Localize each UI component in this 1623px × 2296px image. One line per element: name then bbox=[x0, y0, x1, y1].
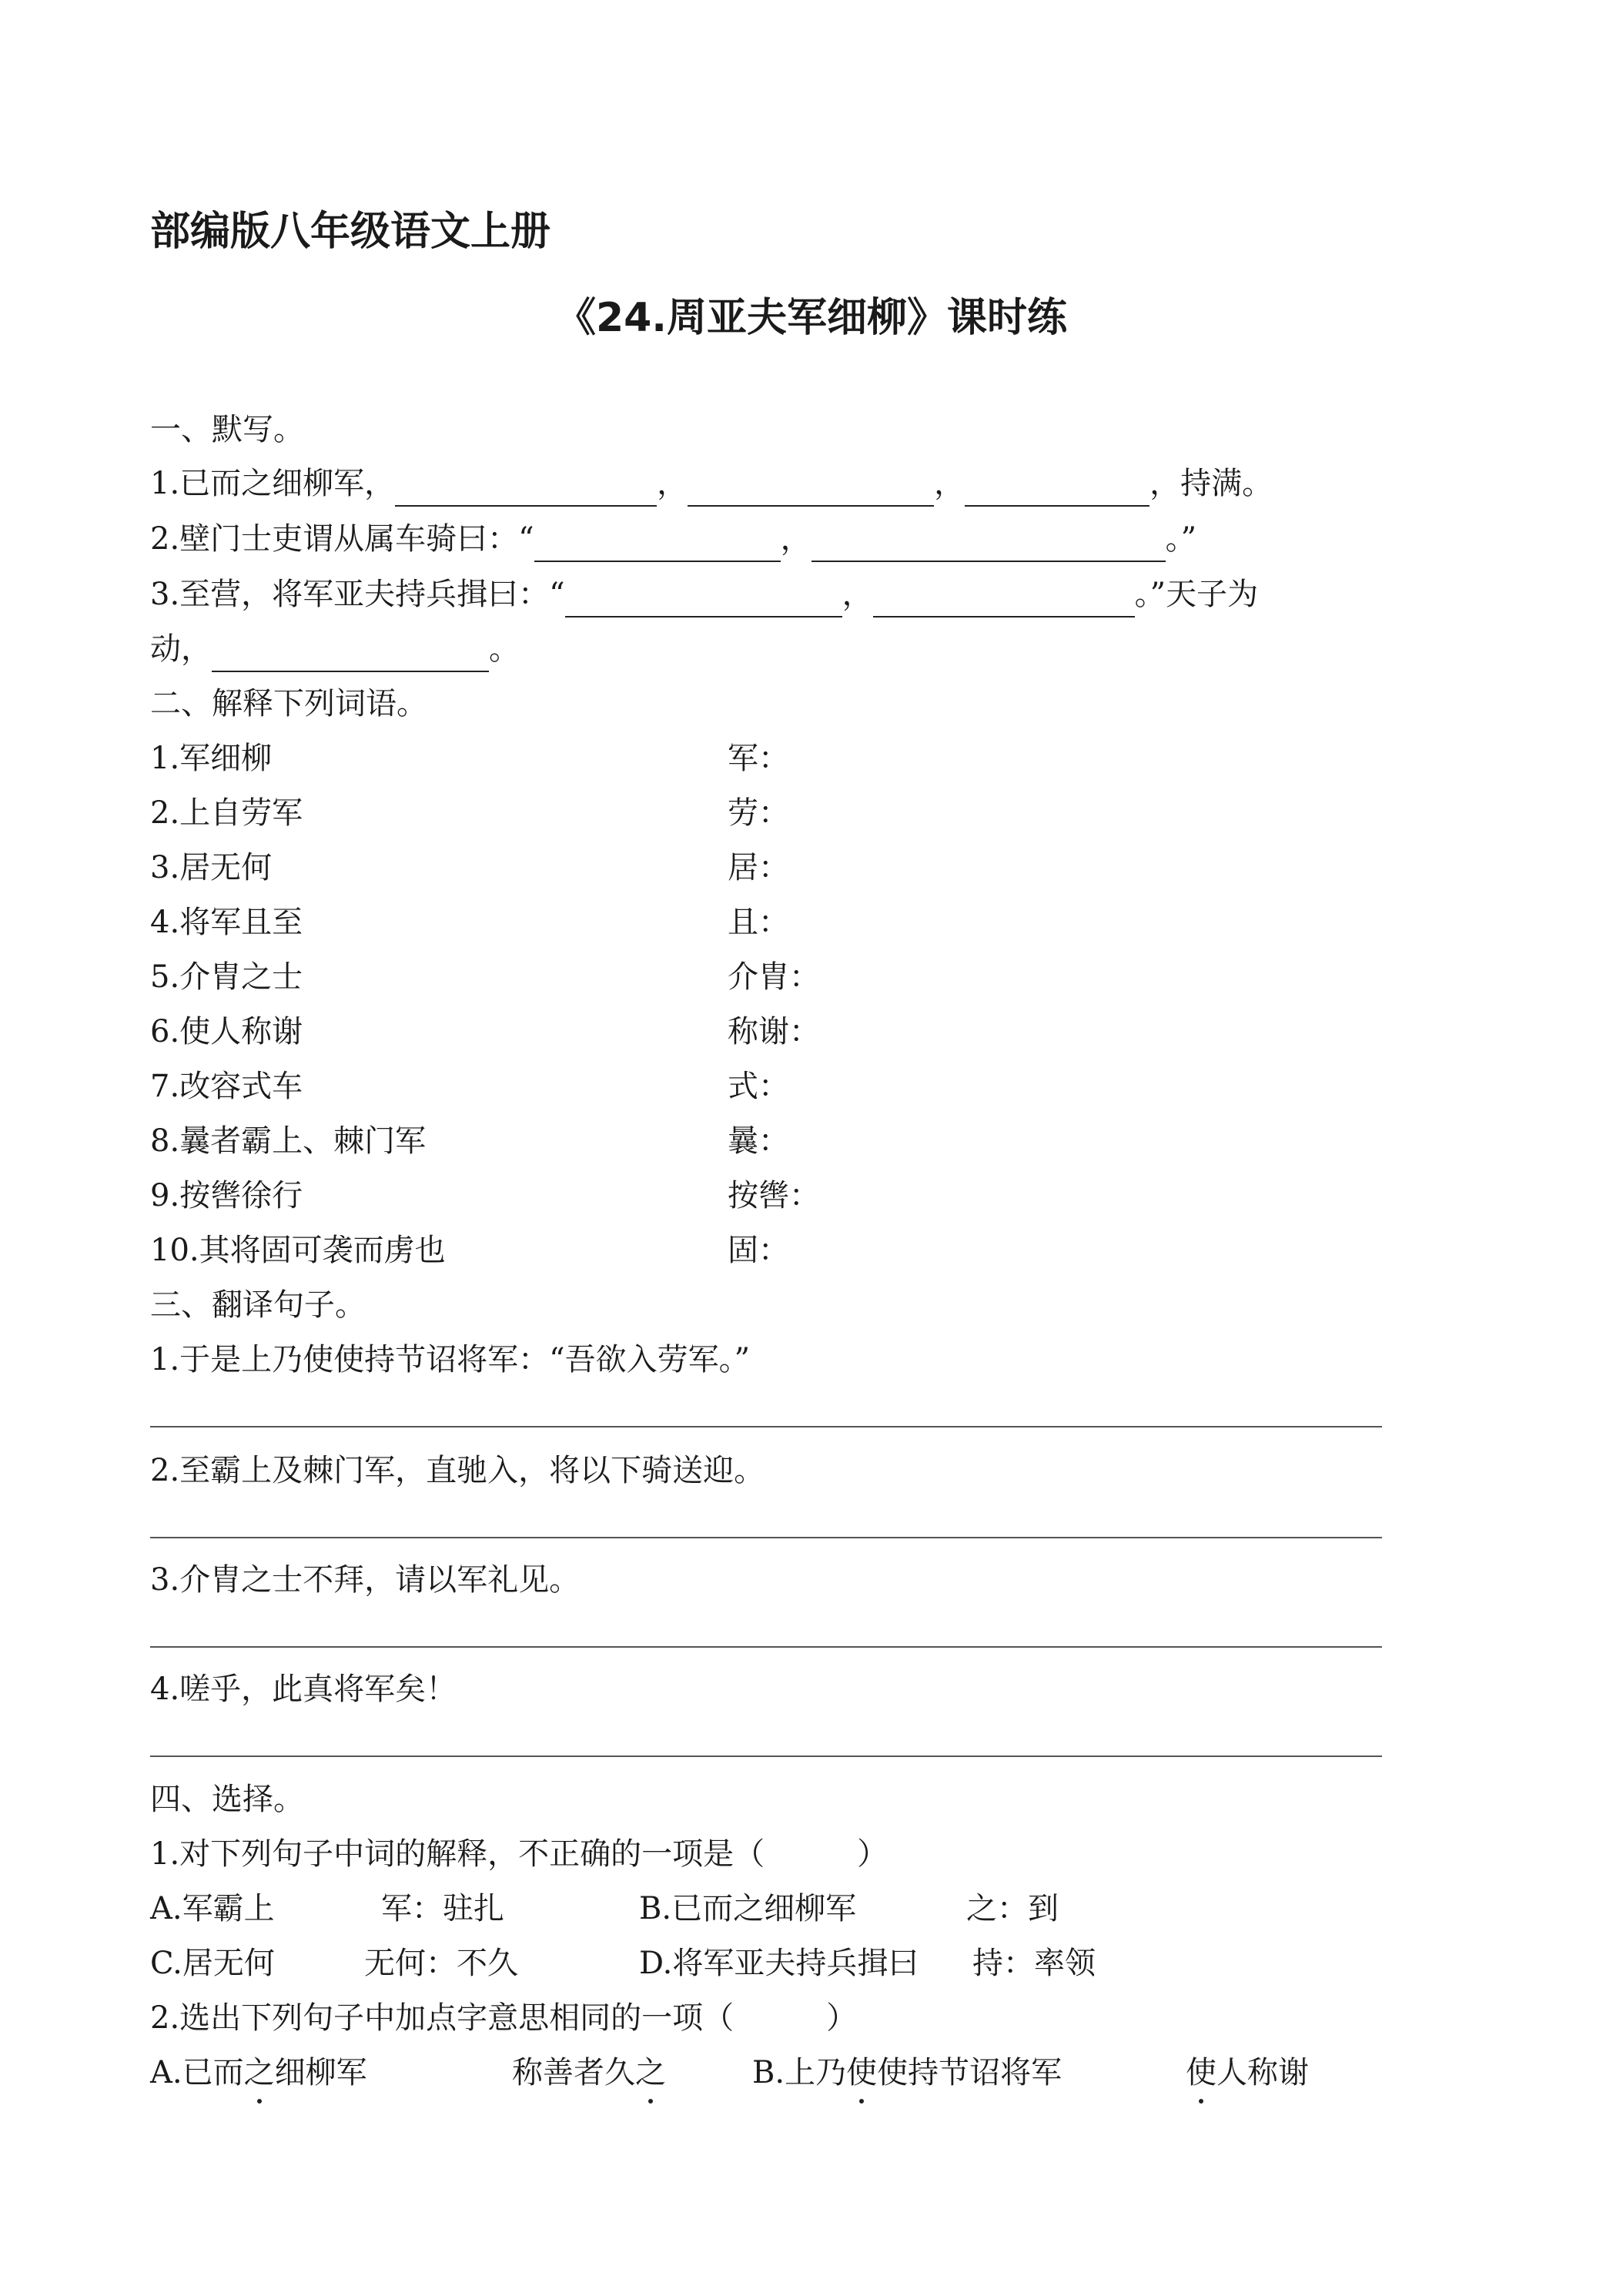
option-d[interactable]: D.将军亚夫持兵揖曰 bbox=[639, 1946, 919, 1981]
q2-text-a: 2.壁门士吏谓从属车骑曰：“ bbox=[150, 521, 534, 557]
vocab-item bbox=[150, 954, 1074, 1000]
option-a-pre: A.已而 bbox=[150, 2055, 244, 2090]
option-a[interactable]: A.军霸上 bbox=[150, 1891, 275, 1926]
choice-question-2-stem: 2.选出下列句子中加点字意思相同的一项（ ） bbox=[150, 2000, 858, 2036]
q1-text-b: ， bbox=[657, 466, 688, 501]
option-a-post: 细柳军 bbox=[274, 2055, 367, 2090]
choice-q1-row-cd bbox=[150, 1940, 1459, 1986]
vocab-definition[interactable]: 式： bbox=[728, 1069, 789, 1104]
vocab-definition[interactable]: 固： bbox=[728, 1233, 789, 1268]
vocab-item bbox=[150, 1227, 1074, 1274]
q1-text-c: ， bbox=[934, 466, 965, 501]
choice-question-1-stem: 1.对下列句子中词的解释，不正确的一项是（ ） bbox=[150, 1836, 888, 1872]
q2-text-c: 。” bbox=[1165, 521, 1197, 557]
vocab-item bbox=[150, 845, 1074, 891]
translate-answer-line-1[interactable] bbox=[150, 1426, 1382, 1427]
translate-sentence-2: 2.至霸上及棘门军，直驰入，将以下骑送迎。 bbox=[150, 1453, 765, 1488]
option-b-pre: B.上乃 bbox=[752, 2055, 847, 2090]
vocab-phrase: 2.上自劳军 bbox=[150, 795, 303, 831]
dotted-char: 使 bbox=[846, 2050, 877, 2096]
section2-heading: 二、解释下列词语。 bbox=[150, 686, 427, 721]
dotted-char: 之 bbox=[635, 2050, 666, 2096]
vocab-item bbox=[150, 899, 1074, 946]
section1-question-1 bbox=[150, 460, 1273, 507]
option-d-definition: 持：率领 bbox=[972, 1946, 1096, 1981]
q3b-text-a: 动， bbox=[150, 631, 212, 667]
vocab-phrase: 7.改容式车 bbox=[150, 1069, 303, 1104]
option-b-post: 使持节诏将军 bbox=[877, 2055, 1062, 2090]
vocab-phrase: 9.按辔徐行 bbox=[150, 1178, 303, 1213]
vocab-phrase: 8.曩者霸上、棘门军 bbox=[150, 1123, 427, 1159]
vocab-phrase: 4.将军且至 bbox=[150, 905, 303, 940]
section1-question-3 bbox=[150, 571, 1258, 618]
section3-heading: 三、翻译句子。 bbox=[150, 1287, 366, 1323]
q1-blank-2[interactable] bbox=[688, 473, 934, 507]
book-title: 部编版八年级语文上册 bbox=[150, 209, 551, 255]
q3-text-c: 。”天子为 bbox=[1134, 577, 1259, 612]
vocab-item bbox=[150, 1118, 1074, 1164]
q3-blank-3[interactable] bbox=[212, 638, 489, 672]
vocab-phrase: 1.军细柳 bbox=[150, 741, 273, 776]
option-a-definition: 军：驻扎 bbox=[381, 1891, 504, 1926]
vocab-definition[interactable]: 劳： bbox=[728, 795, 789, 831]
option-c-definition: 无何：不久 bbox=[364, 1946, 518, 1981]
q3-blank-2[interactable] bbox=[873, 584, 1135, 618]
vocab-definition[interactable]: 且： bbox=[728, 905, 789, 940]
q2-blank-2[interactable] bbox=[812, 528, 1166, 562]
vocab-definition[interactable]: 称谢： bbox=[728, 1014, 820, 1049]
q2-blank-1[interactable] bbox=[534, 528, 781, 562]
option-b[interactable] bbox=[752, 2050, 1062, 2096]
vocab-definition[interactable]: 军： bbox=[728, 741, 789, 776]
q1-blank-1[interactable] bbox=[395, 473, 657, 507]
vocab-item bbox=[150, 735, 1074, 782]
option-c[interactable]: C.居无何 bbox=[150, 1946, 275, 1981]
vocab-item bbox=[150, 790, 1074, 836]
option-b-compare-post: 人称谢 bbox=[1216, 2055, 1309, 2090]
q1-text-a: 1.已而之细柳军， bbox=[150, 466, 396, 501]
section1-question-3-cont bbox=[150, 626, 520, 672]
dotted-char: 之 bbox=[244, 2050, 275, 2096]
option-a[interactable] bbox=[150, 2050, 367, 2096]
option-b-definition: 之：到 bbox=[966, 1891, 1059, 1926]
translate-sentence-3: 3.介胄之士不拜，请以军礼见。 bbox=[150, 1562, 581, 1598]
q3-text-a: 3.至营，将军亚夫持兵揖曰：“ bbox=[150, 577, 565, 612]
vocab-definition[interactable]: 居： bbox=[728, 850, 789, 885]
q1-text-d: ，持满。 bbox=[1149, 466, 1273, 501]
option-b[interactable]: B.已而之细柳军 bbox=[639, 1891, 857, 1926]
vocab-definition[interactable]: 曩： bbox=[728, 1123, 789, 1159]
section1-question-2 bbox=[150, 516, 1196, 562]
vocab-phrase: 5.介胄之士 bbox=[150, 959, 303, 995]
option-b-compare bbox=[1186, 2050, 1309, 2096]
vocab-phrase: 3.居无何 bbox=[150, 850, 273, 885]
vocab-definition[interactable]: 介胄： bbox=[728, 959, 820, 995]
dotted-char: 使 bbox=[1186, 2050, 1216, 2096]
vocab-definition[interactable]: 按辔： bbox=[728, 1178, 820, 1213]
translate-sentence-4: 4.嗟乎，此真将军矣！ bbox=[150, 1672, 457, 1707]
choice-q2-row-ab bbox=[150, 2050, 1459, 2096]
translate-sentence-1: 1.于是上乃使使持节诏将军：“吾欲入劳军。” bbox=[150, 1342, 751, 1377]
q3-text-b: ， bbox=[842, 577, 873, 612]
option-a-compare-pre: 称善者久 bbox=[512, 2055, 635, 2090]
vocab-item bbox=[150, 1009, 1074, 1055]
vocab-item bbox=[150, 1063, 1074, 1110]
translate-answer-line-2[interactable] bbox=[150, 1537, 1382, 1538]
section4-heading: 四、选择。 bbox=[150, 1782, 304, 1817]
translate-answer-line-4[interactable] bbox=[150, 1755, 1382, 1757]
vocab-phrase: 6.使人称谢 bbox=[150, 1014, 303, 1049]
translate-answer-line-3[interactable] bbox=[150, 1646, 1382, 1648]
q3-blank-1[interactable] bbox=[565, 584, 842, 618]
option-a-compare bbox=[512, 2050, 666, 2096]
q1-blank-3[interactable] bbox=[965, 473, 1149, 507]
lesson-title: 《24.周亚夫军细柳》课时练 bbox=[555, 295, 1068, 341]
section1-heading: 一、默写。 bbox=[150, 412, 304, 447]
vocab-phrase: 10.其将固可袭而虏也 bbox=[150, 1233, 446, 1268]
vocab-item bbox=[150, 1173, 1074, 1219]
q3b-text-b: 。 bbox=[489, 631, 520, 667]
q2-text-b: ， bbox=[780, 521, 812, 557]
choice-q1-row-ab bbox=[150, 1886, 1459, 1932]
